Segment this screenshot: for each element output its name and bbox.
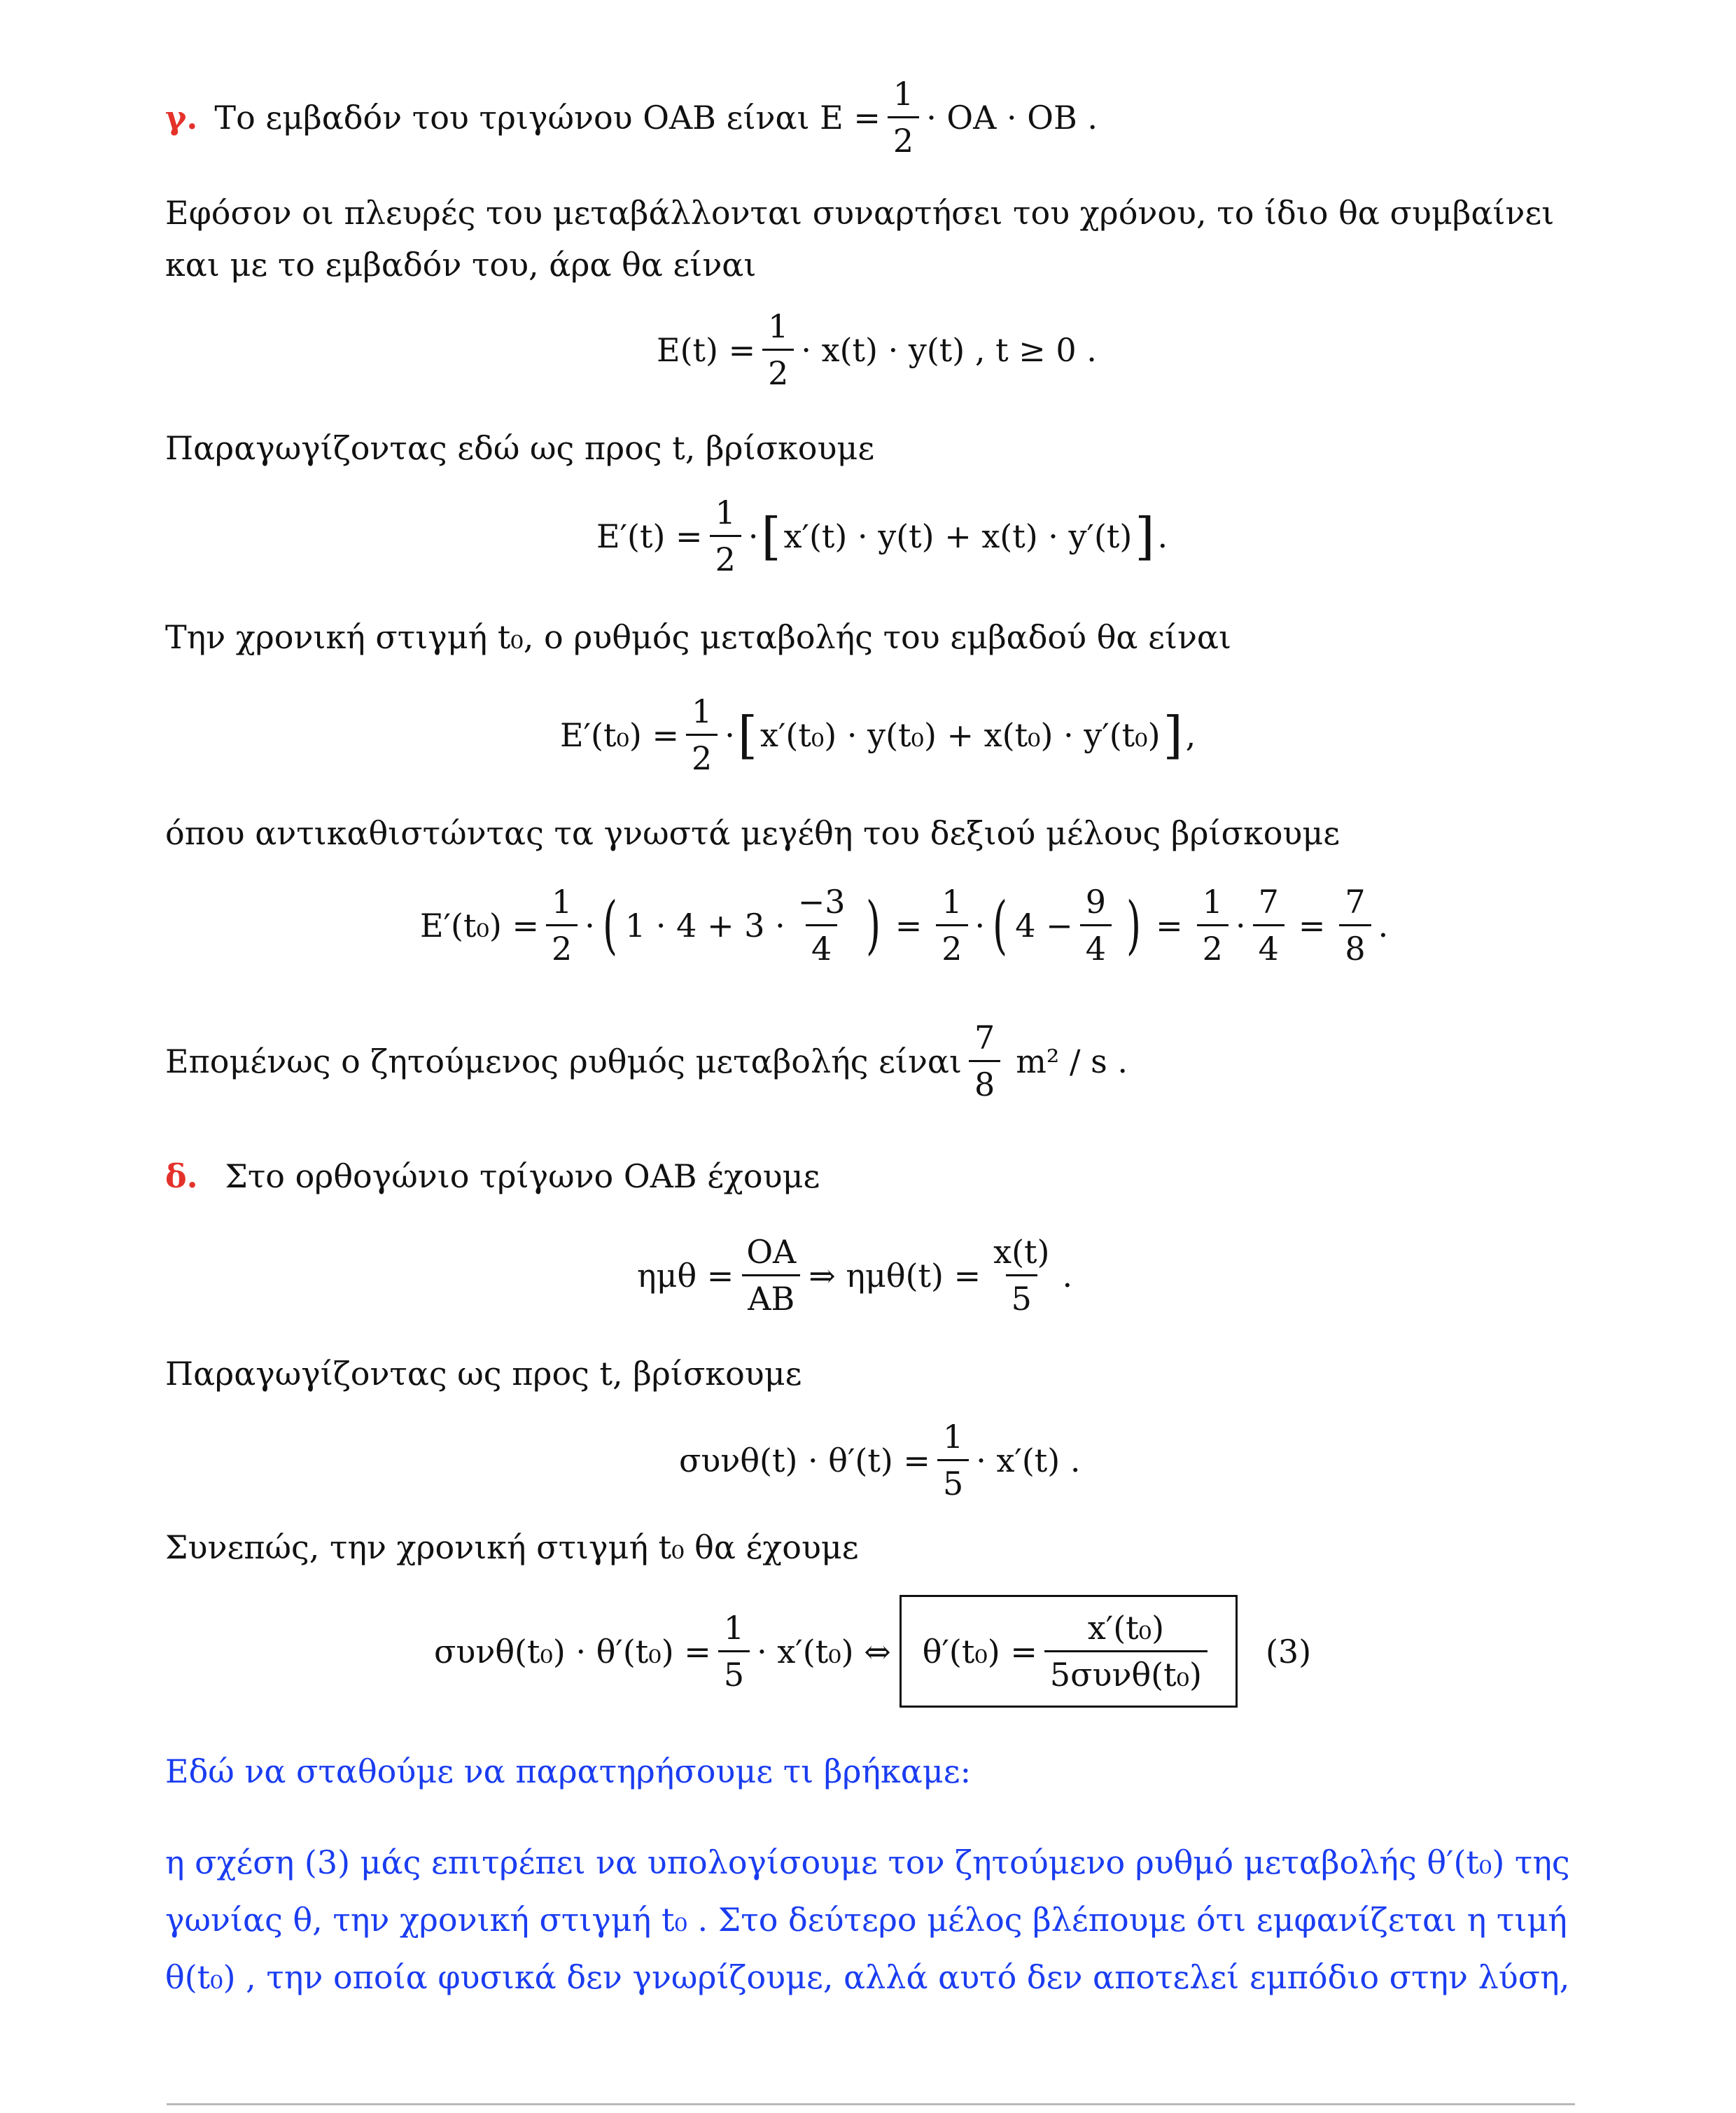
fraction-numerator: 7 <box>1258 883 1279 921</box>
fraction-denominator: 5συνθ(t₀) <box>1044 1650 1208 1693</box>
fraction-denominator: 5 <box>937 1459 969 1502</box>
fraction-numerator: 1 <box>942 1418 964 1456</box>
fraction-denominator: 5 <box>1006 1274 1037 1317</box>
eq-equals: = <box>1298 906 1326 944</box>
fraction-denominator: 2 <box>546 924 578 967</box>
open-paren: ( <box>602 888 618 962</box>
eq-fraction <box>686 693 718 776</box>
fraction-numerator: 1 <box>715 494 736 531</box>
footer-rule <box>167 2103 1575 2105</box>
eq-fraction <box>988 1234 1055 1317</box>
fraction-denominator: 2 <box>888 116 919 159</box>
equation-evaluation <box>420 884 1388 967</box>
eq-lhs: E′(t₀) = <box>560 716 680 754</box>
fraction-denominator: 2 <box>1197 924 1228 967</box>
note-line: η σχέση (3) μάς επιτρέπει να υπολογίσουμε τον ζητούμενο ρυθμό μεταβολής θ′(t₀) της <box>165 1843 1570 1881</box>
eq-fraction <box>936 884 967 967</box>
fraction-denominator: 4 <box>1253 924 1284 967</box>
fraction-numerator: 1 <box>768 307 789 345</box>
gamma-intro-line <box>165 76 1098 159</box>
fraction-numerator: 1 <box>692 692 713 730</box>
eq-inner: x′(t₀) · y(t₀) + x(t₀) · y′(t₀) <box>760 716 1161 754</box>
fraction-numerator: 1 <box>552 883 573 921</box>
eq-rhs: · x(t) · y(t) , t ≥ 0 . <box>801 330 1097 369</box>
result-line <box>165 1019 1128 1103</box>
fraction-denominator: 2 <box>686 734 718 776</box>
eq-dot: · <box>724 716 735 754</box>
eq-lhs: E′(t₀) = <box>420 906 540 944</box>
eq-end: . <box>1157 517 1168 555</box>
result-fraction <box>969 1019 1000 1103</box>
note-line: θ(t₀) , την οποία φυσικά δεν γνωρίζουμε, αλλά αυτό δεν αποτελεί εμπόδιο στην λύση, <box>165 1958 1570 1996</box>
eq-equals: = <box>895 906 923 944</box>
eq-lhs: E′(t) = <box>596 517 703 555</box>
eq-fraction <box>937 1418 969 1502</box>
equation-derivative <box>596 494 1168 578</box>
eq-fraction <box>741 1234 802 1317</box>
eq-equals: = <box>1156 906 1183 944</box>
delta-intro-text: Στο ορθογώνιο τρίγωνο ΟΑΒ έχουμε <box>225 1157 820 1195</box>
result-text: Επομένως ο ζητούμενος ρυθμός μεταβολής είναι <box>165 1042 962 1080</box>
fraction-denominator: 4 <box>1080 924 1112 967</box>
open-bracket: [ <box>737 705 758 765</box>
gamma-intro-tail: · ΟΑ · ΟΒ . <box>926 98 1098 137</box>
fraction-denominator: 8 <box>969 1060 1000 1103</box>
gamma-intro-text: Το εμβαδόν του τριγώνου ΟΑΒ είναι Ε = <box>214 98 881 137</box>
boxed-result <box>899 1595 1238 1708</box>
eq-term: 4 − <box>1015 906 1073 944</box>
eq-inner: x′(t) · y(t) + x(t) · y′(t) <box>783 517 1133 555</box>
fraction-numerator: ΟΑ <box>746 1233 797 1271</box>
eq-end: , <box>1185 716 1196 754</box>
paragraph-line: Εφόσον οι πλευρές του μεταβάλλονται συναρτήσει του χρόνου, το ίδιο θα συμβαίνει <box>165 194 1555 232</box>
eq-fraction <box>718 1610 750 1693</box>
eq-lhs: ημθ = <box>637 1256 734 1295</box>
section-label-delta: δ. <box>165 1157 198 1195</box>
fraction-denominator: 4 <box>806 924 837 967</box>
equation-cosine <box>679 1418 1081 1502</box>
eq-rhs: · x′(t₀) ⇔ <box>757 1632 891 1671</box>
open-bracket: [ <box>761 506 781 566</box>
eq-rhs: · x′(t) . <box>976 1441 1081 1479</box>
fraction-numerator: 1 <box>723 1609 745 1647</box>
fraction-denominator: 8 <box>1339 924 1371 967</box>
close-bracket: ] <box>1135 506 1155 566</box>
paragraph-line: Την χρονική στιγμή t₀, ο ρυθμός μεταβολής του εμβαδού θα είναι <box>165 618 1232 656</box>
equation-tag: (3) <box>1265 1632 1312 1671</box>
fraction-denominator: 2 <box>762 349 794 391</box>
paragraph-line: και με το εμβαδόν του, άρα θα είναι <box>165 246 757 284</box>
eq-fraction <box>1080 884 1112 967</box>
fraction-denominator: 2 <box>936 924 967 967</box>
eq-dot: · <box>1235 906 1246 944</box>
eq-dot: · <box>748 517 759 555</box>
eq-fraction <box>1197 884 1228 967</box>
eq-lhs: E(t) = <box>657 330 756 369</box>
fraction-numerator: 1 <box>1202 883 1223 921</box>
open-paren: ( <box>993 888 1008 962</box>
eq-mid: ⇒ ημθ(t) = <box>808 1256 981 1295</box>
result-unit: m² / s . <box>1016 1042 1128 1080</box>
fraction-numerator: 1 <box>892 75 914 113</box>
box-lhs: θ′(t₀) = <box>922 1632 1037 1671</box>
paragraph-line: Συνεπώς, την χρονική στιγμή t₀ θα έχουμε <box>165 1528 859 1566</box>
eq-end: . <box>1062 1256 1073 1295</box>
eq-dot: · <box>584 906 595 944</box>
gamma-fraction <box>888 76 919 159</box>
eq-lhs: συνθ(t) · θ′(t) = <box>679 1441 930 1479</box>
equation-boxed <box>434 1595 1311 1708</box>
eq-fraction <box>546 884 578 967</box>
fraction-denominator: 5 <box>718 1650 750 1693</box>
eq-fraction <box>710 494 741 578</box>
close-paren: ) <box>865 888 881 962</box>
paragraph-line: Παραγωγίζοντας ως προς t, βρίσκουμε <box>165 1355 802 1393</box>
note-heading: Εδώ να σταθούμε να παρατηρήσουμε τι βρήκαμε: <box>165 1752 972 1790</box>
eq-fraction <box>792 884 851 967</box>
paragraph-line: Παραγωγίζοντας εδώ ως προς t, βρίσκουμε <box>165 429 875 467</box>
fraction-numerator: 7 <box>974 1019 995 1056</box>
eq-fraction <box>1339 884 1371 967</box>
eq-lhs: συνθ(t₀) · θ′(t₀) = <box>434 1632 711 1671</box>
section-label-gamma: γ. <box>165 98 198 137</box>
fraction-numerator: 9 <box>1085 883 1106 921</box>
fraction-numerator: x(t) <box>993 1233 1050 1271</box>
note-line: γωνίας θ, την χρονική στιγμή t₀ . Στο δεύτερο μέλος βλέπουμε ότι εμφανίζεται η τιμή <box>165 1901 1567 1939</box>
equation-area <box>657 308 1097 391</box>
eq-fraction <box>1253 884 1284 967</box>
delta-intro-line <box>165 1155 820 1197</box>
fraction-numerator: −3 <box>797 883 846 921</box>
eq-term: 1 · 4 + 3 · <box>625 906 785 944</box>
box-fraction <box>1044 1610 1208 1693</box>
fraction-denominator: 2 <box>710 535 741 578</box>
fraction-numerator: 7 <box>1345 883 1366 921</box>
fraction-numerator: 1 <box>941 883 962 921</box>
fraction-numerator: x′(t₀) <box>1087 1609 1165 1647</box>
fraction-denominator: ΑΒ <box>742 1274 800 1317</box>
equation-sine <box>637 1234 1072 1317</box>
close-paren: ) <box>1126 888 1142 962</box>
eq-dot: · <box>974 906 986 944</box>
eq-end: . <box>1378 906 1389 944</box>
paragraph-line: όπου αντικαθιστώντας τα γνωστά μεγέθη του δεξιού μέλους βρίσκουμε <box>165 814 1340 852</box>
close-bracket: ] <box>1163 705 1183 765</box>
equation-derivative-t0 <box>560 693 1196 776</box>
eq-fraction <box>762 308 794 391</box>
